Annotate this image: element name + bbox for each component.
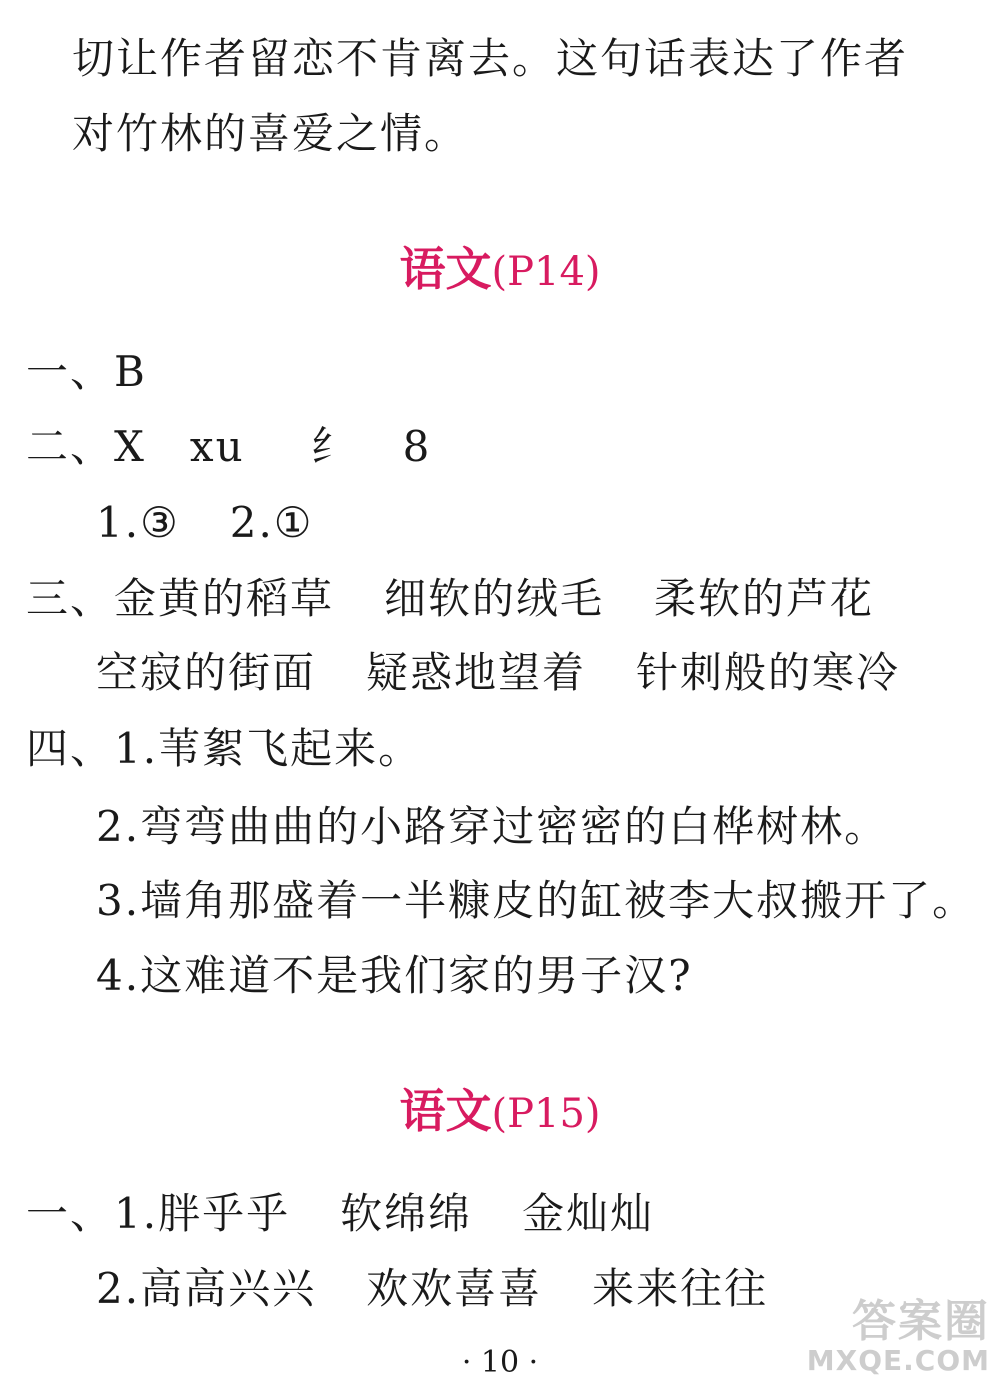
answer-q4-line-3: 3.墙角那盛着一半糠皮的缸被李大叔搬开了。 (96, 876, 977, 925)
answer-p15-item: 欢欢喜喜 (366, 1264, 543, 1313)
section-heading-p15 (0, 1084, 1000, 1138)
answer-p15-q1-row-2 (96, 1264, 769, 1313)
answer-q3-item: 空寂的街面 (96, 648, 317, 697)
answer-p15-q1-row-1 (26, 1189, 655, 1238)
answer-q3-item: 金黄的稻草 (114, 574, 335, 623)
answer-q2-c: 8 (402, 422, 432, 471)
answer-p15-item: 软绵绵 (340, 1189, 473, 1238)
answer-q2-b: 纟 (310, 422, 355, 471)
answer-q2-sub-a: 1.③ (96, 498, 180, 547)
answer-q2 (26, 422, 432, 471)
answer-q3-row-1 (26, 574, 875, 623)
intro-line-2: 对竹林的喜爱之情。 (72, 109, 469, 158)
answer-p15-q1-prefix: 一、1. (26, 1189, 159, 1238)
page-reference: (P15) (491, 1091, 601, 1137)
page-number: · 10 · (461, 1345, 539, 1380)
answer-q3-row-2 (96, 648, 901, 697)
answer-p15-item: 高高兴兴 (140, 1264, 317, 1313)
answer-q1: 一、B (26, 347, 147, 396)
answer-p15-item: 胖乎乎 (158, 1189, 291, 1238)
answer-q3-item: 柔软的芦花 (654, 574, 875, 623)
answer-q2-a: xu (189, 422, 245, 471)
section-heading-p14 (0, 242, 1000, 296)
answer-p15-item: 金灿灿 (522, 1189, 655, 1238)
answer-p15-item: 来来往往 (592, 1264, 769, 1313)
intro-line-1: 切让作者留恋不肯离去。这句话表达了作者 (72, 34, 909, 83)
answer-q2-sub (96, 498, 314, 547)
answer-q4-line-4: 4.这难道不是我们家的男子汉? (96, 951, 693, 1000)
section-title: 语文 (399, 1084, 492, 1138)
answer-q3-item: 疑惑地望着 (366, 648, 587, 697)
watermark-text: 答案圈 (852, 1296, 990, 1347)
answer-q3-prefix: 三、 (26, 574, 115, 623)
watermark-url: MXQE.COM (806, 1344, 990, 1377)
answer-q3-item: 针刺般的寒冷 (636, 648, 901, 697)
answer-q4-line-1: 四、1.苇絮飞起来。 (26, 724, 423, 773)
section-title: 语文 (399, 242, 492, 296)
page-reference: (P14) (491, 249, 601, 295)
answer-q4-line-2: 2.弯弯曲曲的小路穿过密密的白桦树林。 (96, 802, 889, 851)
answer-q3-item: 细软的绒毛 (384, 574, 605, 623)
answer-q2-prefix: 二、X (26, 422, 146, 471)
answer-p15-q1-sub-prefix: 2. (96, 1264, 141, 1313)
answer-q2-sub-b: 2.① (229, 498, 314, 547)
